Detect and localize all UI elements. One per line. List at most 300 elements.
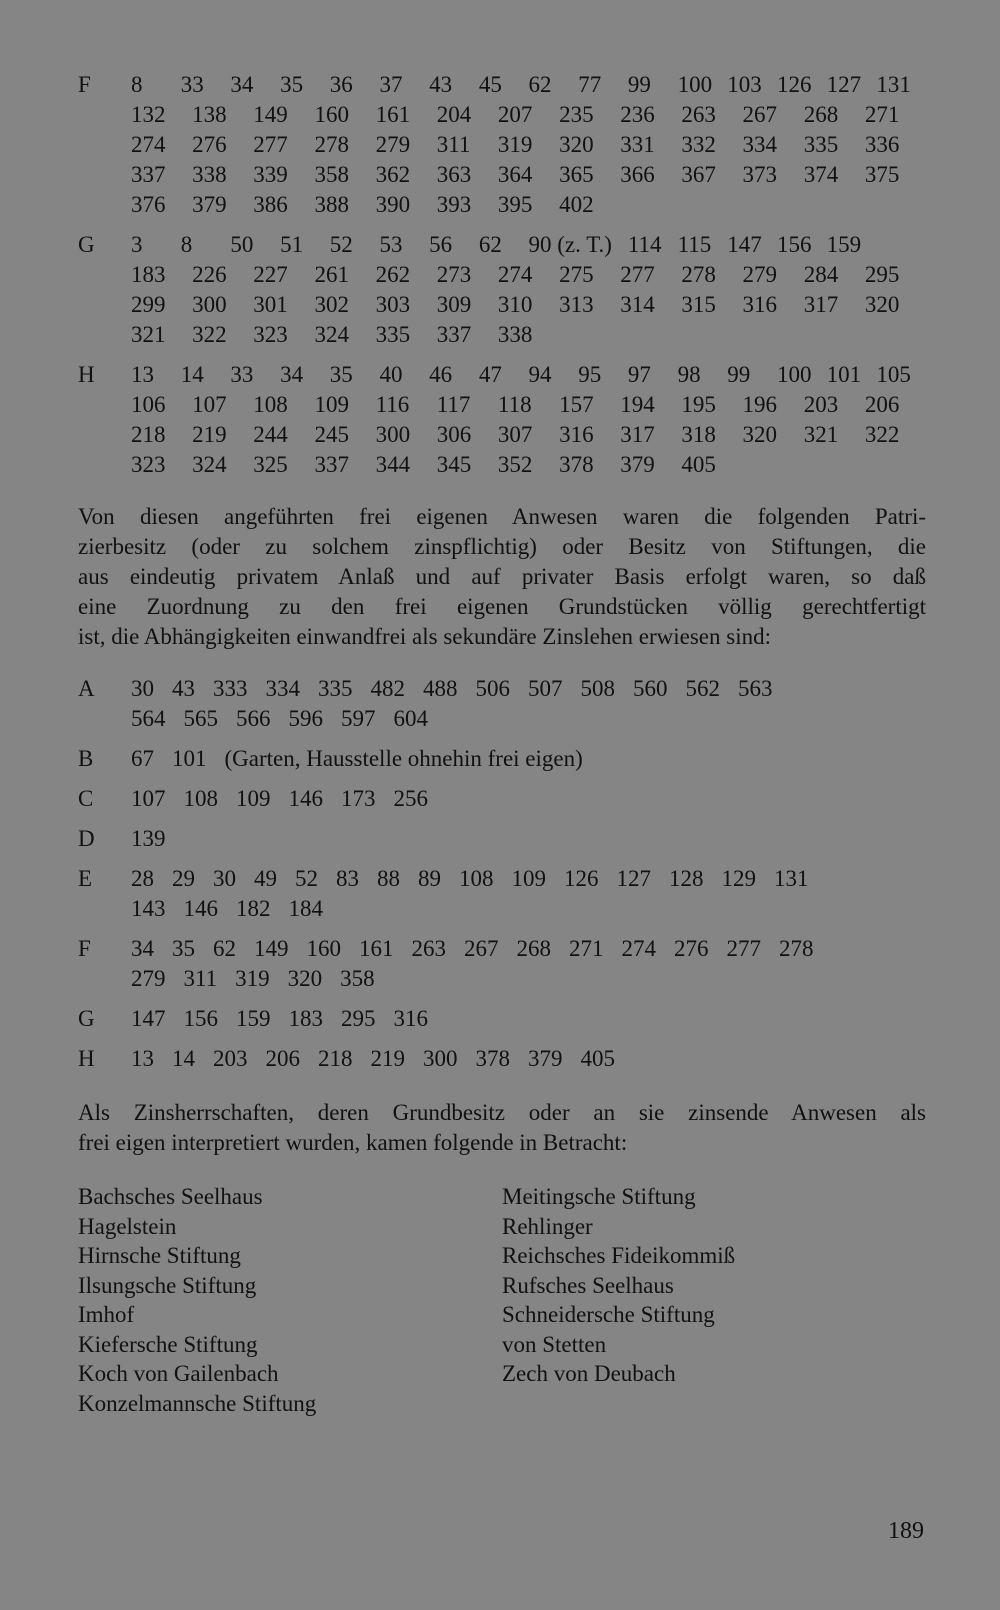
parcel-number: 358 xyxy=(314,162,349,187)
parcel-number: 320 xyxy=(742,422,778,447)
parcel-number: 36 xyxy=(329,72,353,97)
parcel-number: 37 xyxy=(379,72,403,97)
parcel-number: 244 xyxy=(253,422,288,447)
parcel-number: 161 xyxy=(375,102,411,127)
number-line xyxy=(131,824,926,854)
parcel-number: 245 xyxy=(314,422,349,447)
parcel-number: 337 xyxy=(131,162,166,187)
group-d xyxy=(78,824,926,854)
parcel-number: 94 xyxy=(528,362,552,387)
number-block xyxy=(131,360,926,480)
names-column-left xyxy=(78,1182,502,1418)
parcel-number: 345 xyxy=(436,452,472,477)
group-e xyxy=(78,864,926,924)
parcel-number: 43 xyxy=(172,676,195,701)
group-letter: H xyxy=(78,362,95,387)
group-letter: E xyxy=(78,866,93,891)
parcel-number: 277 xyxy=(726,936,761,961)
parcel-number: 390 xyxy=(375,192,411,217)
parcel-number: 334 xyxy=(742,132,778,157)
parcel-number: 235 xyxy=(559,102,594,127)
paragraph-line: eine Zuordnung zu den frei eigenen Grundstücken völlig gerechtfertigt xyxy=(78,594,926,619)
parcel-number: 279 xyxy=(375,132,411,157)
parcel-number: 184 xyxy=(288,896,323,921)
parcel-number: 127 xyxy=(826,72,862,97)
parcel-number: 279 xyxy=(742,262,778,287)
parcel-number: 143 xyxy=(131,896,166,921)
parcel-number: 324 xyxy=(192,452,227,477)
parcel-number: 362 xyxy=(375,162,411,187)
page xyxy=(78,70,926,1418)
zinsherrschaft-name: Koch von Gailenbach xyxy=(78,1361,279,1386)
parcel-number: 8 xyxy=(180,232,193,257)
parcel-number: 378 xyxy=(559,452,594,477)
zinsherrschaft-name: Schneidersche Stiftung xyxy=(502,1302,715,1327)
paragraph-line: ist, die Abhängigkeiten einwandfrei als sekundäre Zinslehen erwiesen sind: xyxy=(78,624,771,649)
parcel-number: 379 xyxy=(528,1046,563,1071)
parcel-number: 508 xyxy=(580,676,615,701)
zinsherrschaft-name: Kiefersche Stiftung xyxy=(78,1331,258,1357)
parcel-number: 374 xyxy=(803,162,839,187)
zinsherrschaften-list xyxy=(78,1182,926,1418)
group-f xyxy=(78,70,926,220)
paragraph-line: Als Zinsherrschaften, deren Grundbesitz oder an sie zinsende Anwesen als xyxy=(78,1100,926,1125)
parcel-number: 160 xyxy=(314,102,349,127)
number-block xyxy=(131,744,926,774)
parcel-number: 275 xyxy=(559,262,594,287)
parcel-number: 62 xyxy=(478,232,502,257)
parcel-number: 373 xyxy=(742,162,778,187)
group-letter: A xyxy=(78,676,95,701)
parcel-number: 8 xyxy=(131,72,143,97)
parcel-number: 139 xyxy=(131,826,166,851)
zinsherrschaft-name: Hagelstein xyxy=(78,1213,177,1239)
group-g xyxy=(78,1004,926,1034)
parcel-number: 88 xyxy=(377,866,400,891)
parcel-number: 317 xyxy=(803,292,839,317)
parcel-number: 149 xyxy=(254,936,289,961)
parcel-number: 156 xyxy=(183,1006,218,1031)
parcel-number: 204 xyxy=(436,102,472,127)
parcel-number: 604 xyxy=(393,706,428,731)
parcel-number: 203 xyxy=(803,392,839,417)
parcel-number: 344 xyxy=(375,452,411,477)
parcel-number: 271 xyxy=(569,936,604,961)
parcel-number: 46 xyxy=(429,362,453,387)
parcel-number: 313 xyxy=(559,292,594,317)
parcel-number: 338 xyxy=(192,162,227,187)
parcel-number: 30 xyxy=(213,866,236,891)
parcel-number: 277 xyxy=(253,132,288,157)
parcel-number: 131 xyxy=(876,72,911,97)
parcel-number: 149 xyxy=(253,102,288,127)
number-line xyxy=(131,1044,926,1074)
parcel-number: 295 xyxy=(341,1006,376,1031)
number-block xyxy=(131,784,926,814)
parcel-number: 268 xyxy=(516,936,551,961)
number-line xyxy=(131,190,926,220)
number-line xyxy=(131,964,926,994)
parcel-number: 14 xyxy=(172,1046,195,1071)
group-h xyxy=(78,360,926,480)
parcel-number: 62 xyxy=(213,936,236,961)
paragraph-patrician-property xyxy=(78,502,926,652)
parcel-number: 299 xyxy=(131,292,166,317)
parcel-number: 107 xyxy=(131,786,166,811)
parcel-number: 56 xyxy=(429,232,453,257)
parcel-number: 90 (z. T.) xyxy=(528,232,612,257)
parcel-number: 335 xyxy=(803,132,839,157)
zinsherrschaft-name: Bachsches Seelhaus xyxy=(78,1184,263,1209)
parcel-list-free xyxy=(78,70,926,480)
parcel-number: 52 xyxy=(329,232,353,257)
zinsherrschaft-name: Rehlinger xyxy=(502,1213,593,1239)
parcel-number: 364 xyxy=(497,162,533,187)
parcel-number: 363 xyxy=(436,162,472,187)
parcel-number: 267 xyxy=(742,102,778,127)
parcel-number: 182 xyxy=(236,896,271,921)
parcel-number: 49 xyxy=(254,866,277,891)
parcel-number: 563 xyxy=(738,676,773,701)
parcel-number: 311 xyxy=(436,132,471,157)
parcel-number: 393 xyxy=(436,192,472,217)
paragraph-line: zierbesitz (oder zu solchem zinspflichtig) oder Besitz von Stiftungen, die xyxy=(78,534,926,559)
parcel-number: 62 xyxy=(528,72,552,97)
parcel-number: 274 xyxy=(131,132,166,157)
parcel-number: 367 xyxy=(681,162,716,187)
parcel-number: 405 xyxy=(580,1046,615,1071)
parcel-number: 301 xyxy=(253,292,288,317)
parcel-number: 195 xyxy=(681,392,716,417)
number-line xyxy=(131,130,926,160)
parcel-number: 321 xyxy=(803,422,839,447)
parcel-number: 218 xyxy=(318,1046,353,1071)
parcel-number: 320 xyxy=(287,966,323,991)
parcel-number: 13 xyxy=(131,362,154,387)
group-f xyxy=(78,934,926,994)
parcel-number: 89 xyxy=(418,866,441,891)
parcel-number: 99 xyxy=(627,72,651,97)
parcel-number: 506 xyxy=(475,676,510,701)
group-letter: G xyxy=(78,232,95,257)
parcel-number: 109 xyxy=(314,392,349,417)
parcel-number: 332 xyxy=(681,132,716,157)
parcel-number: 3 xyxy=(131,232,143,257)
parcel-number: 316 xyxy=(393,1006,428,1031)
parcel-number: 236 xyxy=(620,102,655,127)
parcel-number: 507 xyxy=(528,676,563,701)
parcel-number: 50 xyxy=(230,232,254,257)
parcel-number: 338 xyxy=(497,322,533,347)
parcel-number: 108 xyxy=(459,866,494,891)
names-column-right xyxy=(502,1182,926,1418)
parcel-number: 98 xyxy=(677,362,701,387)
parcel-number: 33 xyxy=(230,362,254,387)
parcel-number: 101 xyxy=(172,746,207,771)
group-h xyxy=(78,1044,926,1074)
number-line xyxy=(131,360,926,390)
group-letter: G xyxy=(78,1006,95,1031)
parcel-number: 262 xyxy=(375,262,411,287)
parcel-number: 117 xyxy=(436,392,471,417)
group-a xyxy=(78,674,926,734)
parcel-number: 358 xyxy=(340,966,375,991)
parcel-number: 227 xyxy=(253,262,288,287)
parcel-number: 45 xyxy=(478,72,502,97)
number-block xyxy=(131,824,926,854)
parcel-number: 34 xyxy=(131,936,154,961)
parcel-number: 268 xyxy=(803,102,839,127)
parcel-number: 273 xyxy=(436,262,472,287)
parcel-number: 309 xyxy=(436,292,472,317)
parcel-number: 219 xyxy=(370,1046,405,1071)
group-letter: C xyxy=(78,786,94,811)
parcel-number: 219 xyxy=(192,422,227,447)
paragraph-line: aus eindeutig privatem Anlaß und auf privater Basis erfolgt waren, so daß xyxy=(78,564,926,589)
number-line xyxy=(131,934,926,964)
parcel-number: 295 xyxy=(864,262,900,287)
parcel-number: 97 xyxy=(627,362,651,387)
parcel-number: 284 xyxy=(803,262,839,287)
parcel-number: 203 xyxy=(213,1046,248,1071)
parcel-number: 206 xyxy=(864,392,900,417)
parcel-number: 35 xyxy=(280,72,304,97)
parcel-number: 318 xyxy=(681,422,716,447)
number-line xyxy=(131,160,926,190)
parcel-number: 274 xyxy=(497,262,533,287)
parcel-number: 159 xyxy=(826,232,862,257)
parcel-number: 322 xyxy=(192,322,227,347)
parcel-number: 386 xyxy=(253,192,288,217)
parcel-number: 314 xyxy=(620,292,655,317)
parcel-number: 35 xyxy=(329,362,353,387)
parcel-number: 95 xyxy=(578,362,602,387)
number-line xyxy=(131,1004,926,1034)
parcel-number: 334 xyxy=(265,676,300,701)
parcel-number: 333 xyxy=(213,676,248,701)
parcel-number: 103 xyxy=(727,72,762,97)
parcel-number: 207 xyxy=(497,102,533,127)
parcel-number: 267 xyxy=(464,936,499,961)
parcel-number: 14 xyxy=(180,362,204,387)
zinsherrschaft-name: von Stetten xyxy=(502,1331,607,1357)
parcel-number: 300 xyxy=(192,292,227,317)
number-line xyxy=(131,704,926,734)
parcel-number: 206 xyxy=(265,1046,300,1071)
parcel-number: 67 xyxy=(131,746,154,771)
parcel-number: 13 xyxy=(131,1046,154,1071)
number-block xyxy=(131,674,926,734)
group-g xyxy=(78,230,926,350)
parcel-number: 323 xyxy=(253,322,288,347)
paragraph-zinsherrschaften xyxy=(78,1098,926,1158)
number-line xyxy=(131,674,926,704)
zinsherrschaft-name: Zech von Deubach xyxy=(502,1361,676,1386)
parcel-number: 300 xyxy=(423,1046,458,1071)
zinsherrschaft-name: Hirnsche Stiftung xyxy=(78,1243,241,1268)
parcel-number: 274 xyxy=(621,936,656,961)
parcel-number: 276 xyxy=(192,132,227,157)
parcel-number: 376 xyxy=(131,192,166,217)
zinsherrschaft-name: Reichsches Fideikommiß xyxy=(502,1243,736,1268)
zinsherrschaft-name: Ilsungsche Stiftung xyxy=(78,1272,257,1298)
number-block xyxy=(131,1044,926,1074)
parcel-number: 375 xyxy=(864,162,900,187)
parcel-number: 109 xyxy=(511,866,546,891)
group-letter: B xyxy=(78,746,94,771)
parcel-number: 157 xyxy=(559,392,594,417)
number-line xyxy=(131,744,926,774)
parcel-number: 278 xyxy=(779,936,814,961)
parcel-number: 43 xyxy=(429,72,453,97)
parcel-number: 488 xyxy=(423,676,458,701)
parcel-number: 107 xyxy=(192,392,227,417)
parcel-number: 335 xyxy=(375,322,411,347)
parcel-number: 352 xyxy=(497,452,533,477)
parcel-number: 303 xyxy=(375,292,411,317)
number-block xyxy=(131,70,926,220)
parcel-number: (Garten, Hausstelle ohnehin frei eigen) xyxy=(224,746,583,771)
parcel-number: 52 xyxy=(295,866,318,891)
parcel-number: 173 xyxy=(341,786,376,811)
parcel-number: 271 xyxy=(864,102,900,127)
parcel-number: 83 xyxy=(336,866,359,891)
parcel-number: 315 xyxy=(681,292,716,317)
parcel-number: 183 xyxy=(131,262,166,287)
parcel-number: 317 xyxy=(620,422,655,447)
number-line xyxy=(131,70,926,100)
parcel-number: 53 xyxy=(379,232,403,257)
parcel-number: 319 xyxy=(235,966,270,991)
parcel-number: 279 xyxy=(131,966,166,991)
number-line xyxy=(131,260,926,290)
parcel-number: 108 xyxy=(183,786,218,811)
parcel-number: 482 xyxy=(370,676,405,701)
number-line xyxy=(131,420,926,450)
parcel-number: 160 xyxy=(306,936,341,961)
parcel-number: 34 xyxy=(230,72,254,97)
parcel-number: 379 xyxy=(620,452,655,477)
parcel-number: 34 xyxy=(280,362,304,387)
parcel-number: 33 xyxy=(180,72,204,97)
number-block xyxy=(131,864,926,924)
parcel-number: 196 xyxy=(742,392,778,417)
parcel-number: 278 xyxy=(681,262,716,287)
parcel-number: 146 xyxy=(288,786,323,811)
group-b xyxy=(78,744,926,774)
parcel-number: 116 xyxy=(375,392,410,417)
parcel-number: 28 xyxy=(131,866,154,891)
zinsherrschaft-name: Meitingsche Stiftung xyxy=(502,1184,696,1209)
group-letter: F xyxy=(78,936,91,961)
parcel-number: 316 xyxy=(559,422,594,447)
paragraph-line: Von diesen angeführten frei eigenen Anwesen waren die folgenden Patri- xyxy=(78,504,926,529)
parcel-number: 331 xyxy=(620,132,655,157)
group-letter: H xyxy=(78,1046,95,1071)
number-block xyxy=(131,1004,926,1034)
number-line xyxy=(131,784,926,814)
parcel-number: 131 xyxy=(774,866,809,891)
parcel-number: 263 xyxy=(411,936,446,961)
parcel-number: 99 xyxy=(727,362,751,387)
parcel-number: 126 xyxy=(564,866,599,891)
parcel-number: 339 xyxy=(253,162,288,187)
parcel-number: 108 xyxy=(253,392,288,417)
number-block xyxy=(131,934,926,994)
parcel-number: 320 xyxy=(864,292,900,317)
number-line xyxy=(131,894,926,924)
parcel-number: 128 xyxy=(669,866,704,891)
parcel-number: 115 xyxy=(677,232,712,257)
parcel-number: 366 xyxy=(620,162,655,187)
parcel-number: 323 xyxy=(131,452,166,477)
parcel-number: 47 xyxy=(478,362,502,387)
parcel-number: 183 xyxy=(288,1006,323,1031)
parcel-number: 336 xyxy=(864,132,900,157)
parcel-number: 101 xyxy=(826,362,862,387)
parcel-number: 324 xyxy=(314,322,349,347)
number-line xyxy=(131,450,926,480)
parcel-number: 337 xyxy=(436,322,472,347)
parcel-number: 35 xyxy=(172,936,195,961)
parcel-number: 127 xyxy=(616,866,651,891)
parcel-number: 118 xyxy=(497,392,532,417)
parcel-number: 129 xyxy=(721,866,756,891)
parcel-number: 402 xyxy=(559,192,594,217)
parcel-number: 106 xyxy=(131,392,166,417)
number-line xyxy=(131,864,926,894)
parcel-number: 302 xyxy=(314,292,349,317)
parcel-number: 597 xyxy=(341,706,376,731)
parcel-number: 564 xyxy=(131,706,166,731)
parcel-number: 100 xyxy=(776,362,812,387)
parcel-number: 256 xyxy=(393,786,428,811)
parcel-number: 325 xyxy=(253,452,288,477)
number-line xyxy=(131,230,926,260)
number-block xyxy=(131,230,926,350)
parcel-number: 29 xyxy=(172,866,195,891)
paragraph-line: frei eigen interpretiert wurden, kamen folgende in Betracht: xyxy=(78,1130,628,1155)
zinsherrschaft-name: Konzelmannsche Stiftung xyxy=(78,1390,317,1416)
parcel-number: 310 xyxy=(497,292,533,317)
parcel-number: 321 xyxy=(131,322,166,347)
parcel-number: 194 xyxy=(620,392,655,417)
parcel-number: 405 xyxy=(681,452,716,477)
parcel-number: 30 xyxy=(131,676,154,701)
parcel-list-patrician xyxy=(78,674,926,1074)
parcel-number: 300 xyxy=(375,422,411,447)
parcel-number: 77 xyxy=(578,72,602,97)
group-letter: D xyxy=(78,826,95,851)
parcel-number: 156 xyxy=(776,232,812,257)
parcel-number: 147 xyxy=(727,232,762,257)
number-line xyxy=(131,390,926,420)
parcel-number: 316 xyxy=(742,292,778,317)
parcel-number: 307 xyxy=(497,422,533,447)
page-number: 189 xyxy=(888,1518,924,1544)
parcel-number: 395 xyxy=(497,192,533,217)
parcel-number: 226 xyxy=(192,262,227,287)
parcel-number: 565 xyxy=(183,706,218,731)
parcel-number: 146 xyxy=(183,896,218,921)
parcel-number: 335 xyxy=(318,676,353,701)
parcel-number: 218 xyxy=(131,422,166,447)
zinsherrschaft-name: Rufsches Seelhaus xyxy=(502,1272,674,1298)
parcel-number: 277 xyxy=(620,262,655,287)
parcel-number: 562 xyxy=(685,676,720,701)
parcel-number: 40 xyxy=(379,362,403,387)
parcel-number: 337 xyxy=(314,452,349,477)
